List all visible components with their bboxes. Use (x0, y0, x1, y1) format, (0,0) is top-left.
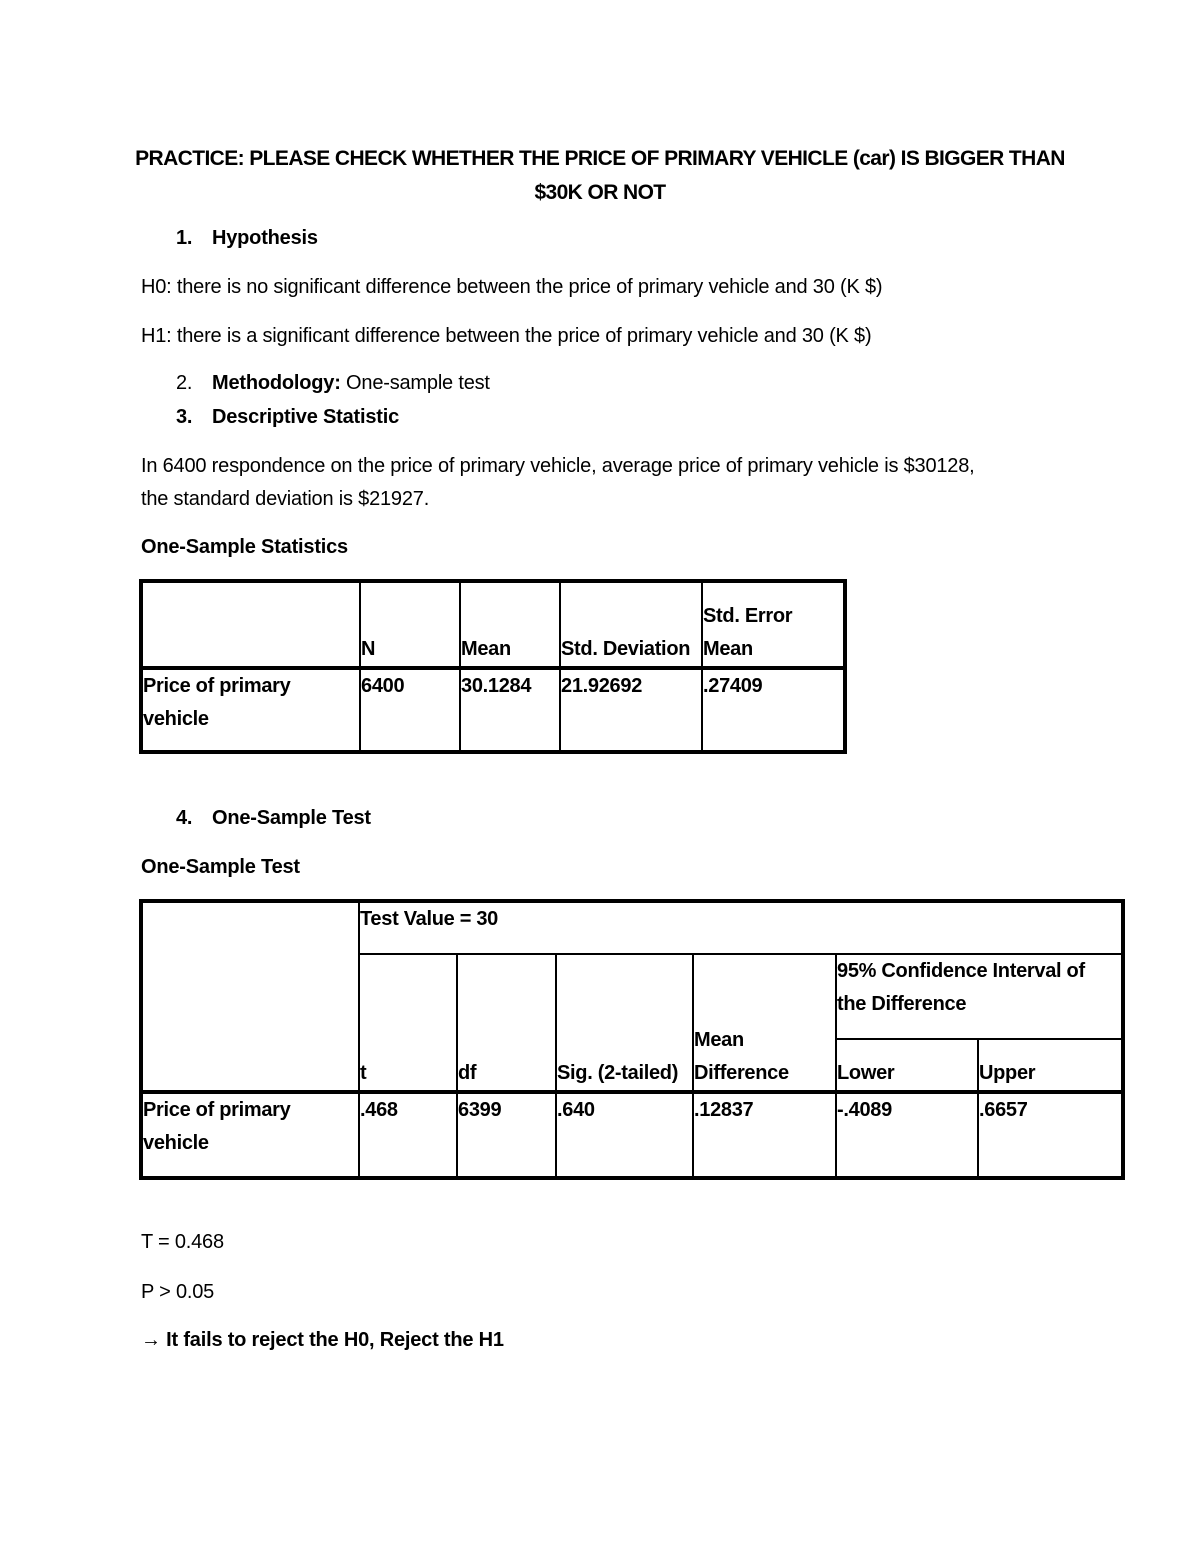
test-header-t: t (359, 954, 457, 1092)
section-methodology (176, 367, 490, 400)
stats-row-label: Price of primary vehicle (141, 668, 360, 752)
title-line-2: $30K OR NOT (534, 181, 666, 204)
stats-cell-mean: 30.1284 (460, 668, 560, 752)
stats-table (139, 579, 847, 754)
test-cell-t: .468 (359, 1092, 457, 1178)
test-caption: One-Sample Test (141, 856, 300, 878)
test-header-ci: 95% Confidence Interval of the Difference (836, 954, 1123, 1039)
result-t: T = 0.468 (141, 1231, 224, 1253)
section-hypothesis (176, 222, 318, 255)
conclusion (141, 1324, 504, 1357)
test-table (139, 899, 1125, 1180)
stats-cell-n: 6400 (360, 668, 460, 752)
title-line-1: PRACTICE: PLEASE CHECK WHETHER THE PRICE OF PRIMARY VEHICLE (car) IS BIGGER THAN (135, 147, 1065, 170)
stats-header-std-error: Std. Error Mean (702, 581, 845, 668)
test-cell-df: 6399 (457, 1092, 556, 1178)
section-one-sample-test (176, 802, 371, 835)
page-title (100, 142, 1100, 210)
test-cell-sig: .640 (556, 1092, 693, 1178)
section-label: One-Sample Test (212, 807, 371, 829)
description-line-2: the standard deviation is $21927. (141, 488, 430, 510)
test-header-mean-diff: Mean Difference (693, 954, 836, 1092)
section-number: 3. (176, 406, 193, 428)
hypothesis-h0: H0: there is no significant difference between the price of primary vehicle and 30 (K $) (141, 276, 883, 298)
test-header-blank (141, 901, 359, 1092)
methodology-value: One-sample test (340, 372, 490, 394)
test-cell-lower: -.4089 (836, 1092, 978, 1178)
stats-cell-std-dev: 21.92692 (560, 668, 702, 752)
stats-cell-std-error: .27409 (702, 668, 845, 752)
stats-header-mean: Mean (460, 581, 560, 668)
test-header-sig: Sig. (2-tailed) (556, 954, 693, 1092)
result-p: P > 0.05 (141, 1281, 215, 1303)
stats-header-n: N (360, 581, 460, 668)
section-label: Methodology: (212, 372, 341, 394)
conclusion-text: It fails to reject the H0, Reject the H1 (160, 1329, 504, 1351)
stats-header-std-dev: Std. Deviation (560, 581, 702, 668)
test-header-lower: Lower (836, 1039, 978, 1092)
test-cell-mean-diff: .12837 (693, 1092, 836, 1178)
section-descriptive (176, 401, 399, 434)
test-row-label: Price of primary vehicle (141, 1092, 359, 1178)
test-header-df: df (457, 954, 556, 1092)
description-line-1: In 6400 respondence on the price of primary vehicle, average price of primary vehicle is $30128, (141, 455, 975, 477)
section-number: 4. (176, 807, 193, 829)
hypothesis-h1: H1: there is a significant difference between the price of primary vehicle and 30 (K $) (141, 325, 872, 347)
section-number: 1. (176, 227, 193, 249)
test-cell-upper: .6657 (978, 1092, 1123, 1178)
test-value-header: Test Value = 30 (359, 901, 1123, 954)
stats-header-blank (141, 581, 360, 668)
section-label: Hypothesis (212, 227, 318, 249)
section-label: Descriptive Statistic (212, 406, 399, 428)
stats-caption: One-Sample Statistics (141, 536, 348, 558)
arrow-right-icon: → (141, 1329, 161, 1351)
test-header-upper: Upper (978, 1039, 1123, 1092)
section-number: 2. (176, 372, 193, 394)
